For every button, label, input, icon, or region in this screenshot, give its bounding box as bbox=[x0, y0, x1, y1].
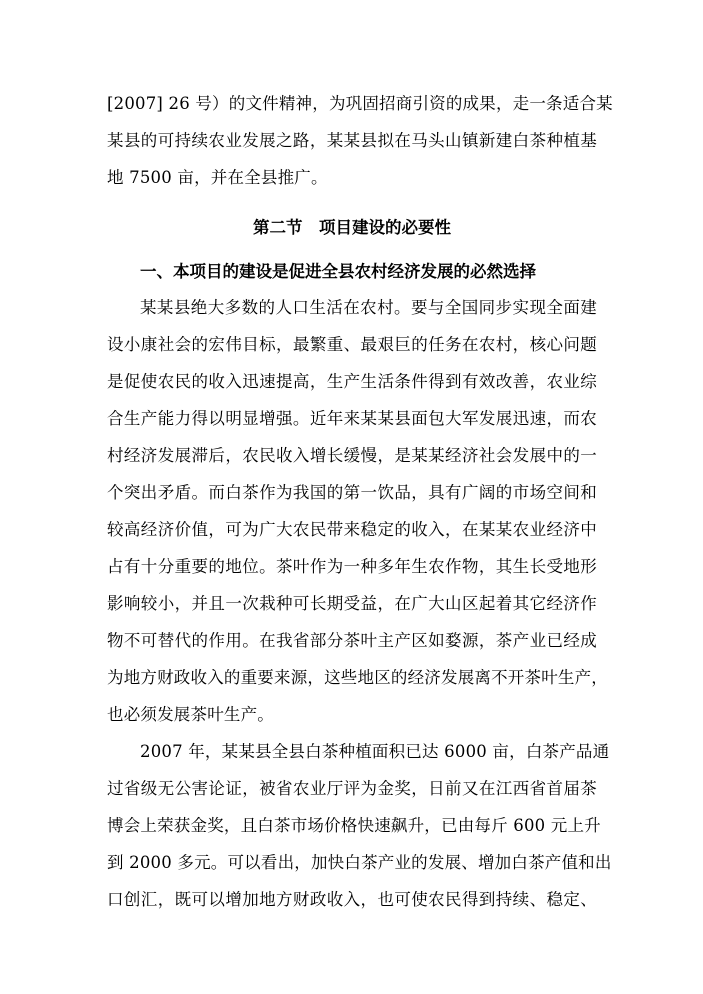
intro-line: [2007] 26 号）的文件精神，为巩固招商引资的成果，走一条适合某 bbox=[107, 94, 613, 113]
paragraph-line: 到 2000 多元。可以看出，加快白茶产业的发展、增加白茶产值和出 bbox=[107, 853, 612, 872]
paragraph-line: 村经济发展滞后，农民收入增长缓慢，是某某经济社会发展中的一 bbox=[107, 446, 597, 465]
paragraph-line: 个突出矛盾。而白茶作为我国的第一饮品，具有广阔的市场空间和 bbox=[107, 483, 597, 502]
paragraph-line: 占有十分重要的地位。茶叶作为一种多年生农作物，其生长受地形 bbox=[107, 557, 597, 576]
paragraph-line: 某某县绝大多数的人口生活在农村。要与全国同步实现全面建 bbox=[140, 298, 597, 317]
paragraph-line: 2007 年，某某县全县白茶种植面积已达 6000 亩，白茶产品通 bbox=[140, 742, 610, 761]
paragraph-line: 过省级无公害论证，被省农业厅评为金奖，日前又在江西省首届茶 bbox=[107, 779, 597, 798]
paragraph-line: 影响较小，并且一次栽种可长期受益，在广大山区起着其它经济作 bbox=[107, 594, 597, 613]
intro-line: 某县的可持续农业发展之路，某某县拟在马头山镇新建白茶种植基 bbox=[107, 131, 597, 150]
paragraph-line: 为地方财政收入的重要来源，这些地区的经济发展离不开茶叶生产， bbox=[107, 668, 608, 687]
paragraph-line: 物不可替代的作用。在我省部分茶叶主产区如婺源，茶产业已经成 bbox=[107, 631, 597, 650]
paragraph-line: 较高经济价值，可为广大农民带来稳定的收入，在某某农业经济中 bbox=[107, 520, 597, 539]
subsection-title: 一、本项目的建设是促进全县农村经济发展的必然选择 bbox=[140, 262, 536, 281]
paragraph-line: 口创汇，既可以增加地方财政收入，也可使农民得到持续、稳定、 bbox=[107, 890, 597, 909]
paragraph-line: 是促使农民的收入迅速提高，生产生活条件得到有效改善，农业综 bbox=[107, 372, 597, 391]
paragraph-line: 设小康社会的宏伟目标，最繁重、最艰巨的任务在农村，核心问题 bbox=[107, 335, 597, 354]
paragraph-line: 也必须发展茶叶生产。 bbox=[107, 705, 274, 724]
paragraph-line: 合生产能力得以明显增强。近年来某某县面包大军发展迅速，而农 bbox=[107, 409, 597, 428]
intro-line: 地 7500 亩，并在全县推广。 bbox=[107, 168, 328, 187]
section-title: 第二节 项目建设的必要性 bbox=[253, 218, 451, 237]
paragraph-line: 博会上荣获金奖，且白茶市场价格快速飙升，已由每斤 600 元上升 bbox=[107, 816, 601, 835]
